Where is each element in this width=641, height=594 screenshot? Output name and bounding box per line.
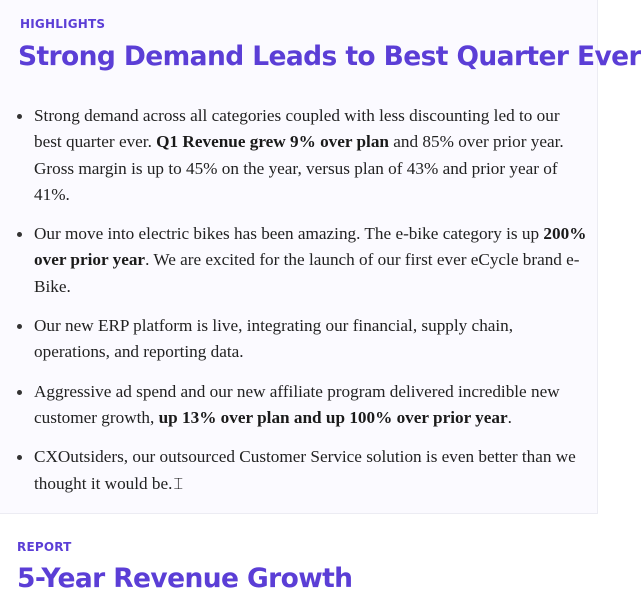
bullet-text-segment: Our new ERP platform is live, integrating our financial, supply chain, operations, and reporting data. bbox=[34, 316, 514, 362]
bullet-bold-segment: 200% over prior year bbox=[34, 224, 587, 270]
bullet-item-5[interactable] bbox=[0, 444, 598, 497]
bullet-dot-icon bbox=[17, 232, 22, 237]
highlights-headline: Strong Demand Leads to Best Quarter Ever bbox=[18, 41, 641, 72]
highlights-bullet-list bbox=[0, 103, 598, 510]
bullet-text-segment: . bbox=[507, 407, 512, 427]
bullet-text-segment: and 85% over prior year. Gross margin is up to 45% on the year, versus plan of 43% and prior year of 41%. bbox=[34, 132, 564, 204]
bullet-dot-icon bbox=[17, 390, 22, 395]
bullet-dot-icon bbox=[17, 324, 22, 329]
i-beam-cursor-icon: ⌶ bbox=[173, 473, 184, 493]
bullet-dot-icon bbox=[17, 455, 22, 460]
bullet-item-2 bbox=[0, 221, 598, 300]
bullet-dot-icon bbox=[17, 114, 22, 119]
bullet-item-4 bbox=[0, 379, 598, 432]
bullet-text-segment: . We are excited for the launch of our first ever eCycle brand e-Bike. bbox=[34, 250, 580, 296]
bullet-bold-segment: Q1 Revenue grew 9% over plan bbox=[156, 132, 389, 152]
bullet-text-segment: Strong demand across all categories coupled with less discounting led to our best quarter ever. bbox=[34, 106, 560, 152]
bullet-item-1 bbox=[0, 103, 598, 208]
bullet-text-segment: Aggressive ad spend and our new affiliate program delivered incredible new customer growth, bbox=[34, 381, 560, 427]
highlights-section-label: HIGHLIGHTS bbox=[20, 17, 106, 31]
report-headline: 5-Year Revenue Growth bbox=[17, 563, 353, 594]
bullet-bold-segment: up 13% over plan and up 100% over prior year bbox=[158, 407, 508, 427]
bullet-text-segment[interactable]: CXOutsiders, our outsourced Customer Service solution is even better than we thought it would be. bbox=[34, 447, 576, 493]
bullet-text-segment: Our move into electric bikes has been amazing. The e-bike category is up bbox=[34, 224, 544, 244]
report-section-label: REPORT bbox=[17, 540, 72, 554]
bullet-item-3 bbox=[0, 313, 598, 366]
